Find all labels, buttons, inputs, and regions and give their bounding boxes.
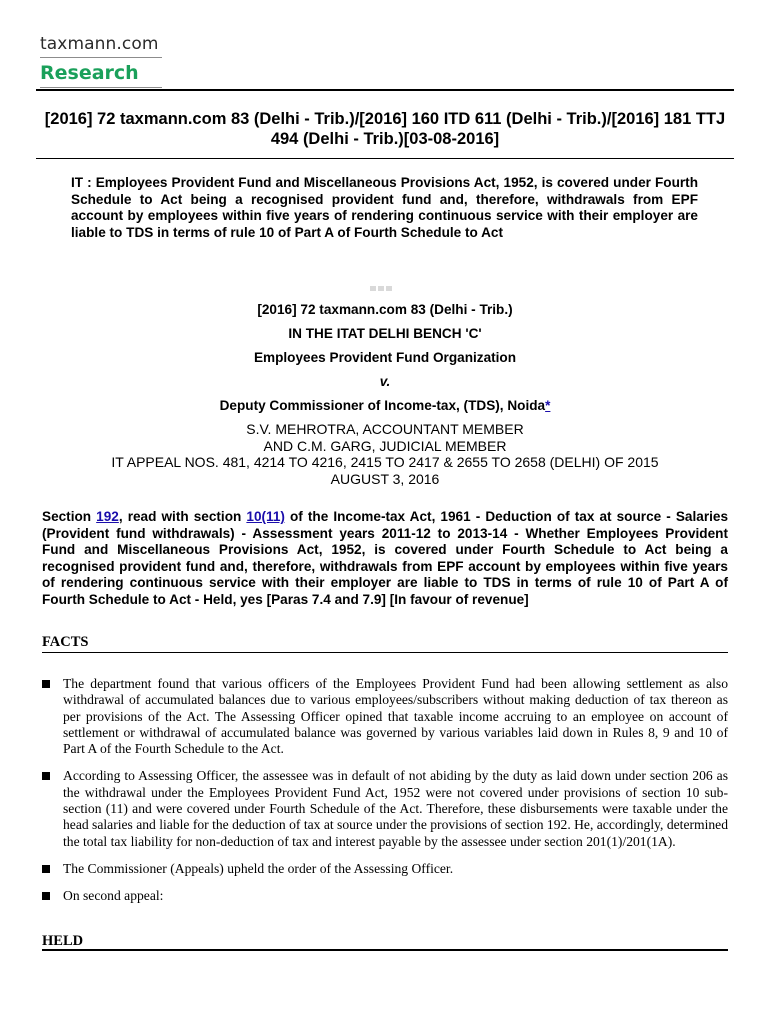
appeal-numbers: IT APPEAL NOS. 481, 4214 TO 4216, 2415 TO 2417 & 2655 TO 2658 (DELHI) OF 2015 xyxy=(111,454,659,470)
facts-heading xyxy=(42,634,728,651)
logo-divider xyxy=(40,57,162,58)
bench-members xyxy=(36,421,734,487)
facts-list xyxy=(42,676,728,916)
fact-text: The Commissioner (Appeals) upheld the order of the Assessing Officer. xyxy=(63,860,454,876)
judgment-date: AUGUST 3, 2016 xyxy=(330,470,440,487)
fact-text: According to Assessing Officer, the assessee was in default of not abiding by the duty as laid down under section 206 as the withdrawal under the Employees Provident Fund Act, 1952 were not covered under provisions of section 10 sub-section (11) and were covered under Fourth Schedule of the Act. Therefore, these disbursements were taxable under the head salaries and liable for the deduction of tax at source under the provisions of section 192. He, accordingly, determined the total tax liability for non-deduction of tax and interest payable by the assessee under section 201(1)/201(1A). xyxy=(63,768,728,849)
logo-site-name: taxmann.com xyxy=(40,34,159,54)
bullet-icon xyxy=(42,772,50,780)
held-heading-text: HELD xyxy=(42,933,84,949)
respondent-name: Deputy Commissioner of Income-tax, (TDS), Noida xyxy=(219,398,546,413)
bullet-icon xyxy=(42,680,50,688)
fact-text: On second appeal: xyxy=(63,888,164,904)
versus-label: v. xyxy=(379,374,391,389)
section-mid: , read with section xyxy=(118,509,247,524)
section-rest: of the Income-tax Act, 1961 - Deduction of tax at source - Salaries (Provident fund withdrawals) - Assessment years 2011-12 to 2013-14 - Whether Employees Provident Fund and Miscellaneous Provisions Act, 1952, is covered under Fourth Schedule to Act being a recognised provident fund and, therefore, withdrawals from EPF account by employees within five years of rendering continuous service with their employer are liable to TDS in terms of rule 10 of Part A of Fourth Schedule to Act - Held, yes [Paras 7.4 and 7.9] [In favour of revenue] xyxy=(42,509,728,607)
header-divider xyxy=(36,89,734,91)
logo-divider-bottom xyxy=(40,87,162,88)
member-line: S.V. MEHROTRA, ACCOUNTANT MEMBER xyxy=(246,421,524,437)
bench-name: IN THE ITAT DELHI BENCH 'C' xyxy=(288,326,482,341)
document-citation: [2016] 72 taxmann.com 83 (Delhi - Trib.)/[2016] 160 ITD 611 (Delhi - Trib.)/[2016] 181 TTJ 494 (Delhi - Trib.)[03-08-2016] xyxy=(44,110,726,148)
logo-research-label: Research xyxy=(40,62,139,84)
headnote: IT : Employees Provident Fund and Miscellaneous Provisions Act, 1952, is covered under Fourth Schedule to Act being a recognised provident fund and, therefore, withdrawals from EPF account by employees within five years of rendering continuous service with their employer are liable to TDS in terms of rule 10 of Part A of Fourth Schedule to Act xyxy=(71,175,698,240)
held-heading-rule xyxy=(42,949,728,951)
case-citation: [2016] 72 taxmann.com 83 (Delhi - Trib.) xyxy=(257,302,513,317)
section-prefix: Section xyxy=(42,509,97,524)
section-10-11-link[interactable]: 10(11) xyxy=(246,509,285,524)
facts-heading-rule xyxy=(42,652,728,653)
bullet-icon xyxy=(42,865,50,873)
respondent-line xyxy=(36,398,734,413)
section-192-link[interactable]: 192 xyxy=(96,509,119,524)
taxmann-logo xyxy=(40,34,162,88)
facts-heading-text: FACTS xyxy=(42,634,89,650)
member-line: AND C.M. GARG, JUDICIAL MEMBER xyxy=(263,437,507,454)
fact-text: The department found that various officers of the Employees Provident Fund had been allowing settlement as also withdrawal of accumulated balances due to various employees/subscribers without making deduction of tax thereon as per provisions of the Act. The Assessing Officer opined that taxable income accruing to an employee on account of settlement or withdrawal of accumulated balance was governed by various variables laid down in Rules 8, 9 and 10 of Part A of the Fourth Schedule to the Act. xyxy=(63,676,728,757)
respondent-footnote-link[interactable]: * xyxy=(545,398,551,413)
list-item xyxy=(42,676,728,757)
section-separator xyxy=(370,278,394,296)
bullet-icon xyxy=(42,892,50,900)
citation-divider xyxy=(36,158,734,159)
appellant-name: Employees Provident Fund Organization xyxy=(253,350,517,365)
list-item xyxy=(42,768,728,849)
list-item xyxy=(42,888,728,904)
list-item xyxy=(42,861,728,877)
section-summary xyxy=(42,509,728,608)
held-heading xyxy=(42,933,728,950)
